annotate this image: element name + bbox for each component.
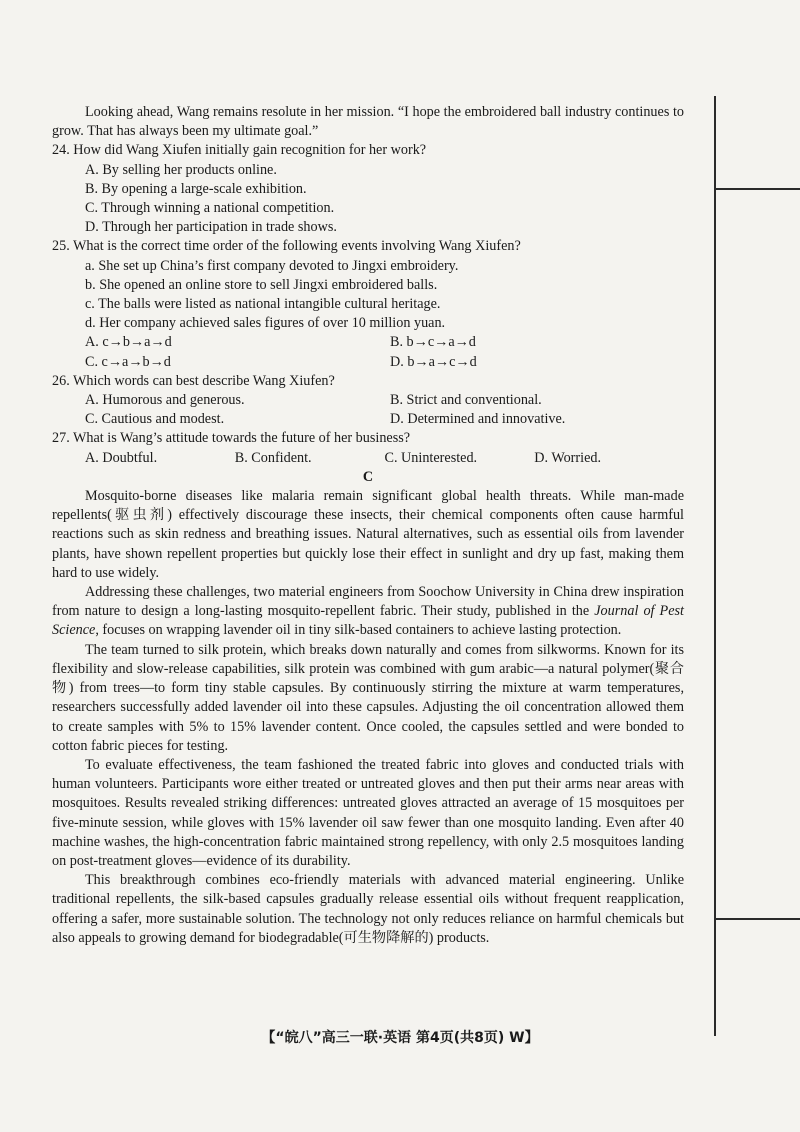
page-footer: 【“皖八”高三一联·英语 第4页(共8页) W】 [261, 1030, 539, 1046]
question-25-option-b: B. b→c→a→d [390, 334, 476, 351]
question-26-options-row-2 [52, 410, 684, 429]
question-27-stem: 27. What is Wang’s attitude towards the future of her business? [52, 430, 411, 447]
question-26-stem: 26. Which words can best describe Wang Xiufen? [52, 372, 335, 389]
question-25-stem: 25. What is the correct time order of the following events involving Wang Xiufen? [52, 238, 521, 255]
paragraph-2-text-a: Addressing these challenges, two material engineers from Soochow University in China drew inspiration from nature to design a long-lasting mosquito-repellent fabric. Their study, published in the [52, 584, 684, 620]
margin-tick-top [714, 188, 800, 190]
section-c-paragraph-4: To evaluate effectiveness, the team fashioned the treated fabric into gloves and conducted trials with human volunteers. Participants wore either treated or untreated gloves and then put their arms near areas with mosquitoes. Results revealed striking differences: untreated gloves attracted an average of 15 mosquitoes per five-minute session, while gloves with 15% lavender oil saw fewer than one mosquito landing. Even after 40 machine washes, the high-concentration fabric maintained strong repellency, with only 2.5 mosquitoes landing on post-treatment gloves—evidence of its durability. [52, 756, 684, 869]
binding-margin-line [714, 96, 716, 1036]
question-27-option-b: B. Confident. [234, 449, 312, 466]
margin-tick-bottom [714, 918, 800, 920]
question-24-stem: 24. How did Wang Xiufen initially gain recognition for her work? [52, 142, 427, 159]
question-25-event-d: d. Her company achieved sales figures of over 10 million yuan. [85, 315, 446, 332]
question-27-options [52, 449, 684, 468]
question-26-option-d: D. Determined and innovative. [390, 411, 566, 428]
paragraph-2-text-b: , focuses on wrapping lavender oil in tiny silk-based containers to achieve lasting protection. [95, 622, 622, 639]
journal-title: Journal of Pest Science [52, 603, 684, 639]
question-25-option-d: D. b→a→c→d [390, 353, 477, 370]
question-25-event-c: c. The balls were listed as national intangible cultural heritage. [85, 296, 441, 313]
section-c-paragraph-3: The team turned to silk protein, which breaks down naturally and comes from silkworms. Known for its flexibility and slow-release capabilities, silk protein was combined with gum arabic—a natural polymer(聚合物) from trees—to form tiny stable capsules. By continuously stirring the mixture at warm temperatures, researchers successfully added lavender oil into these capsules. Adjusting the oil concentration allowed them to create samples with 5% to 15% lavender content. Once cooled, the capsules settled and were bonded to cotton fabric pieces for testing. [52, 641, 684, 754]
question-27-option-a: A. Doubtful. [85, 449, 158, 466]
section-c-paragraph-2 [52, 583, 684, 641]
question-25-option-c: C. c→a→b→d [85, 353, 171, 370]
section-c-paragraph-5: This breakthrough combines eco-friendly materials with advanced material engineering. Unlike traditional repellents, the silk-based capsules gradually release essential oils without frequent reapplication, offering a safer, more sustainable solution. The technology not only reduces reliance on harmful chemicals but also appeals to growing demand for biodegradable(可生物降解的) products. [52, 872, 684, 946]
question-24-option-a: A. By selling her products online. [85, 161, 277, 178]
question-24-option-d: D. Through her participation in trade shows. [85, 219, 337, 236]
exam-content [52, 103, 684, 948]
question-25-option-a: A. c→b→a→d [85, 334, 172, 351]
question-24-option-b: B. By opening a large-scale exhibition. [85, 180, 307, 197]
section-c-heading: C [362, 468, 374, 485]
question-27-option-d: D. Worried. [534, 449, 602, 466]
question-25-options-row-2 [52, 353, 684, 372]
section-c-paragraph-1: Mosquito-borne diseases like malaria remain significant global health threats. While man-made repellents(驱虫剂) effectively discourage these insects, their chemical components often cause harmful reactions such as skin redness and breathing issues. Natural alternatives, such as essential oils from lavender plants, have shown repellent properties but quickly lose their effect in sunlight and dry up fast, making them hard to use widely. [52, 488, 684, 581]
question-27-option-c: C. Uninterested. [384, 449, 478, 466]
question-25-event-b: b. She opened an online store to sell Jingxi embroidered balls. [85, 276, 438, 293]
question-26-option-c: C. Cautious and modest. [85, 411, 225, 428]
question-25-event-a: a. She set up China’s first company devoted to Jingxi embroidery. [85, 257, 459, 274]
question-26-option-b: B. Strict and conventional. [390, 392, 542, 409]
question-24-option-c: C. Through winning a national competition. [85, 200, 335, 217]
question-25-options-row-1 [52, 333, 684, 352]
passage-b-closing-paragraph: Looking ahead, Wang remains resolute in her mission. “I hope the embroidered ball industry continues to grow. That has always been my ultimate goal.” [52, 104, 684, 140]
question-26-options-row-1 [52, 391, 684, 410]
question-26-option-a: A. Humorous and generous. [85, 392, 245, 409]
